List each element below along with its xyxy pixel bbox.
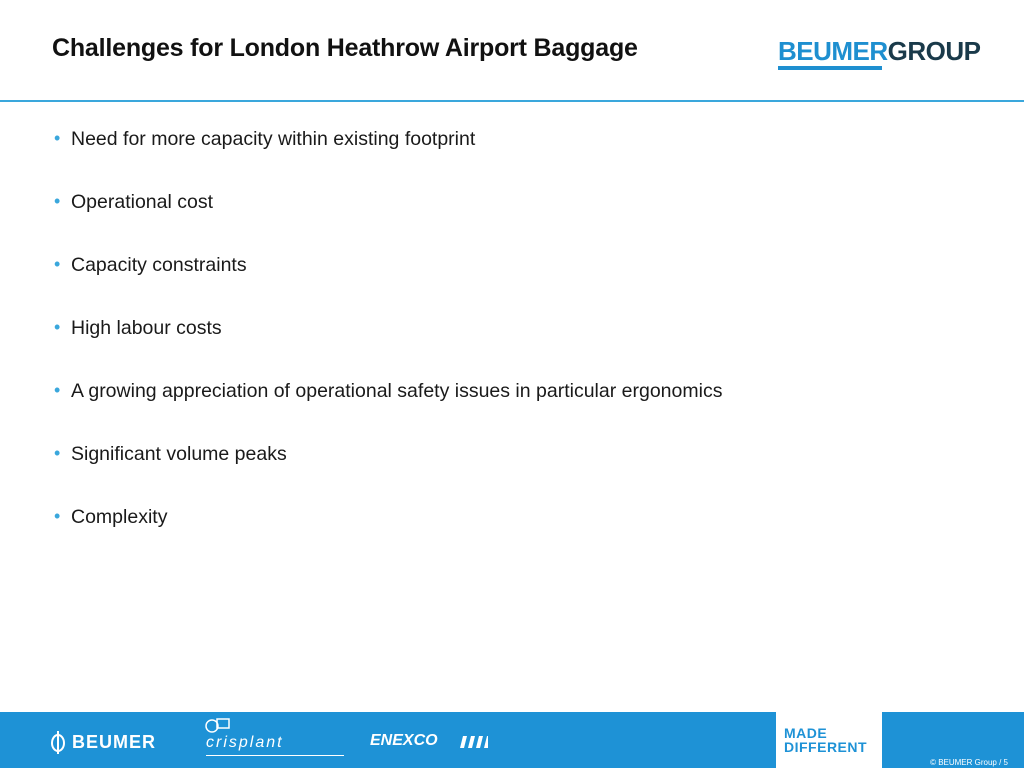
bullet-text: Complexity [71,506,168,528]
bullet-item [54,380,722,443]
bullet-dot-icon: • [54,443,61,463]
crisplant-underline [206,755,344,756]
slide-title: Challenges for London Heathrow Airport Baggage [52,34,638,62]
beumer-group-logo [778,36,981,76]
bullet-item [54,317,722,380]
bullet-dot-icon: • [54,191,61,211]
logo-part-beumer: BEUMER [778,36,888,66]
footer-brand-beumer: BEUMER [72,732,157,752]
bullet-dot-icon: • [54,506,61,526]
tagline-line1: MADE [784,725,828,741]
bullet-text: Operational cost [71,191,213,213]
bullet-list [54,128,722,569]
bullet-dot-icon: • [54,254,61,274]
beumer-emblem-icon [50,729,66,755]
footer-bar [0,712,1024,768]
enexco-bars-icon [460,736,488,748]
bullet-item [54,191,722,254]
bullet-text: Need for more capacity within existing footprint [71,128,476,150]
bullet-dot-icon: • [54,380,61,400]
bullet-text: A growing appreciation of operational safety issues in particular ergonomics [71,380,723,402]
bullet-text: High labour costs [71,317,222,339]
crisplant-logo-icon [203,717,233,733]
bullet-item [54,443,722,506]
logo-part-group: GROUP [887,36,981,66]
bullet-text: Capacity constraints [71,254,247,276]
header-divider [0,100,1024,102]
bullet-item [54,506,722,569]
tagline-line2: DIFFERENT [784,739,868,755]
footer-brand-enexco: ENEXCO [370,732,438,749]
made-different-badge [776,712,882,768]
bullet-dot-icon: • [54,128,61,148]
copyright-text: © BEUMER Group / 5 [930,758,1008,767]
bullet-item [54,254,722,317]
bullet-text: Significant volume peaks [71,443,287,465]
bullet-item [54,128,722,191]
footer-brand-crisplant: crisplant [206,734,284,751]
logo-underline [778,66,882,70]
bullet-dot-icon: • [54,317,61,337]
